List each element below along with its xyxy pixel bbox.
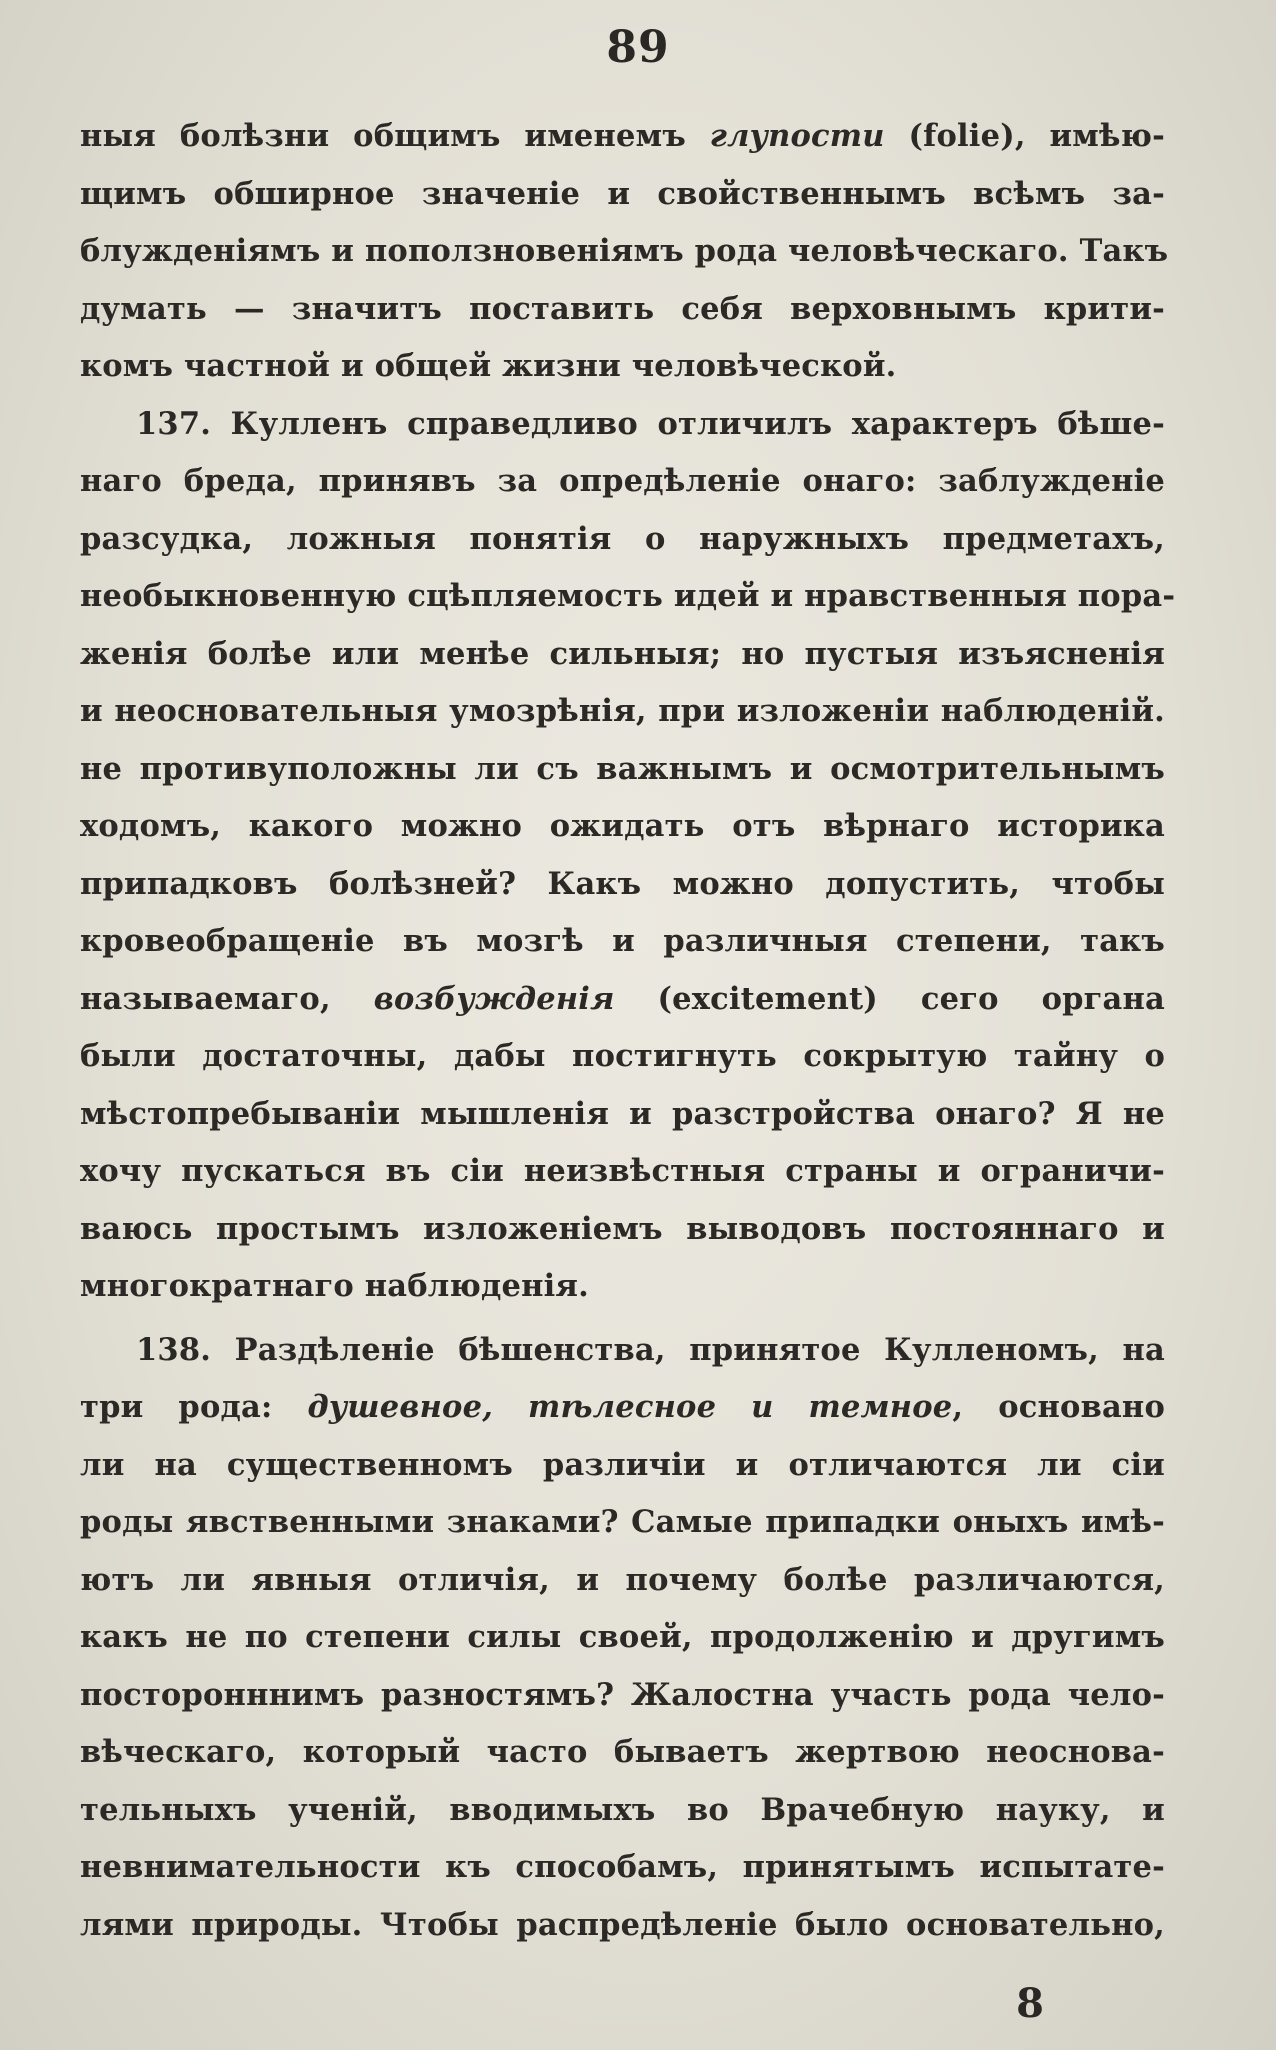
- text-line: [80, 1609, 1165, 1667]
- text-line: [80, 453, 1165, 511]
- text-line: [80, 1897, 1165, 1955]
- text-line: [80, 1028, 1165, 1086]
- text-run: 138. Раздѣленіе бѣшенства, принятое Кулленомъ, на: [136, 1331, 1165, 1368]
- text-line: [80, 223, 1169, 281]
- text-line: [80, 913, 1165, 971]
- text-run: многократнаго наблюденія.: [80, 1268, 589, 1304]
- text-run: хочу пускаться въ сіи неизвѣстныя страны и ограничи-: [80, 1153, 1165, 1189]
- italic-text: глупости: [709, 118, 885, 154]
- text-line: [80, 1086, 1165, 1144]
- text-run: ли на существенномъ различіи и отличаются ли сіи: [80, 1446, 1165, 1483]
- text-run: называемаго,: [80, 980, 374, 1017]
- italic-text: душевное, тѣлесное и темное: [307, 1389, 953, 1425]
- text-run: , основано: [952, 1389, 1166, 1425]
- text-run: наго бреда, принявъ за опредѣленіе онаго: заблужденіе: [80, 463, 1165, 499]
- italic-text: возбужденія: [373, 980, 615, 1017]
- text-run: ныя болѣзни общимъ именемъ: [80, 118, 710, 154]
- text-line: [80, 1258, 1165, 1316]
- text-line: [80, 166, 1165, 224]
- text-run: ваюсь простымъ изложеніемъ выводовъ постояннаго и: [80, 1210, 1165, 1247]
- text-run: разсудка, ложныя понятія о наружныхъ предметахъ,: [80, 520, 1165, 557]
- text-run: щимъ обширное значеніе и свойственнымъ всѣмъ за-: [80, 175, 1165, 212]
- text-run: мѣстопребываніи мышленія и разстройства онаго? Я не: [80, 1095, 1165, 1132]
- text-line: [80, 1724, 1165, 1782]
- text-run: роды явственными знаками? Самые припадки оныхъ имѣ-: [80, 1504, 1165, 1540]
- text-line: [80, 108, 1165, 166]
- text-line: [80, 1494, 1165, 1552]
- text-line: [80, 798, 1165, 856]
- text-run: блужденіямъ и поползновеніямъ рода человѣческаго. Такъ: [80, 233, 1169, 269]
- text-run: комъ частной и общей жизни человѣческой.: [80, 348, 897, 384]
- body-text: [80, 108, 1176, 1954]
- text-run: (folie), имѣю-: [884, 118, 1165, 154]
- text-run: посторонннимъ разностямъ? Жалостна участь рода чело-: [80, 1676, 1165, 1713]
- text-line: [80, 1667, 1165, 1725]
- text-run: лями природы. Чтобы распредѣленіе было основательно,: [80, 1906, 1165, 1943]
- text-line: [80, 1379, 1165, 1437]
- text-line: [80, 396, 1165, 454]
- text-run: ютъ ли явныя отличія, и почему болѣе различаются,: [80, 1561, 1165, 1598]
- text-line: [80, 741, 1165, 799]
- text-line: [80, 568, 1176, 626]
- text-run: (excitement) сего органа: [614, 980, 1165, 1017]
- text-line: [80, 338, 1165, 396]
- text-run: припадковъ болѣзней? Какъ можно допустить, чтобы: [80, 865, 1165, 902]
- text-run: три рода:: [80, 1389, 308, 1425]
- text-line: [80, 281, 1165, 339]
- page-number: 89: [606, 22, 670, 73]
- text-run: не противуположны ли съ важнымъ и осмотрительнымъ: [80, 750, 1165, 787]
- text-line: [80, 856, 1165, 914]
- text-run: невнимательности къ способамъ, принятымъ испытате-: [80, 1849, 1165, 1885]
- text-line: [80, 683, 1165, 741]
- text-line: [80, 626, 1165, 684]
- text-line: [80, 1143, 1165, 1201]
- text-line: [80, 1552, 1165, 1610]
- text-line: [80, 971, 1165, 1029]
- text-line: [80, 1201, 1165, 1259]
- signature-mark: 8: [1016, 1980, 1044, 2027]
- text-run: 137. Кулленъ справедливо отличилъ характеръ бѣше-: [136, 405, 1165, 442]
- text-run: были достаточны, дабы постигнуть сокрытую тайну о: [80, 1038, 1165, 1074]
- text-line: [80, 1322, 1165, 1380]
- text-line: [80, 1782, 1165, 1840]
- text-run: вѣческаго, который часто бываетъ жертвою неоснова-: [80, 1734, 1165, 1770]
- text-run: какъ не по степени силы своей, продолженію и другимъ: [80, 1619, 1165, 1655]
- text-run: тельныхъ ученій, вводимыхъ во Врачебную науку, и: [80, 1791, 1165, 1828]
- text-run: кровеобращеніе въ мозгѣ и различныя степени, такъ: [80, 923, 1165, 959]
- text-run: ходомъ, какого можно ожидать отъ вѣрнаго историка: [80, 808, 1165, 844]
- text-line: [80, 1839, 1165, 1897]
- text-run: необыкновенную сцѣпляемость идей и нравственныя пора-: [80, 578, 1176, 614]
- text-run: женія болѣе или менѣе сильныя; но пустыя изъясненія: [80, 635, 1165, 672]
- text-line: [80, 511, 1165, 569]
- text-run: и неосновательныя умозрѣнія, при изложеніи наблюденій.: [80, 693, 1165, 729]
- text-line: [80, 1437, 1165, 1495]
- text-run: думать — значитъ поставить себя верховнымъ крити-: [80, 290, 1165, 327]
